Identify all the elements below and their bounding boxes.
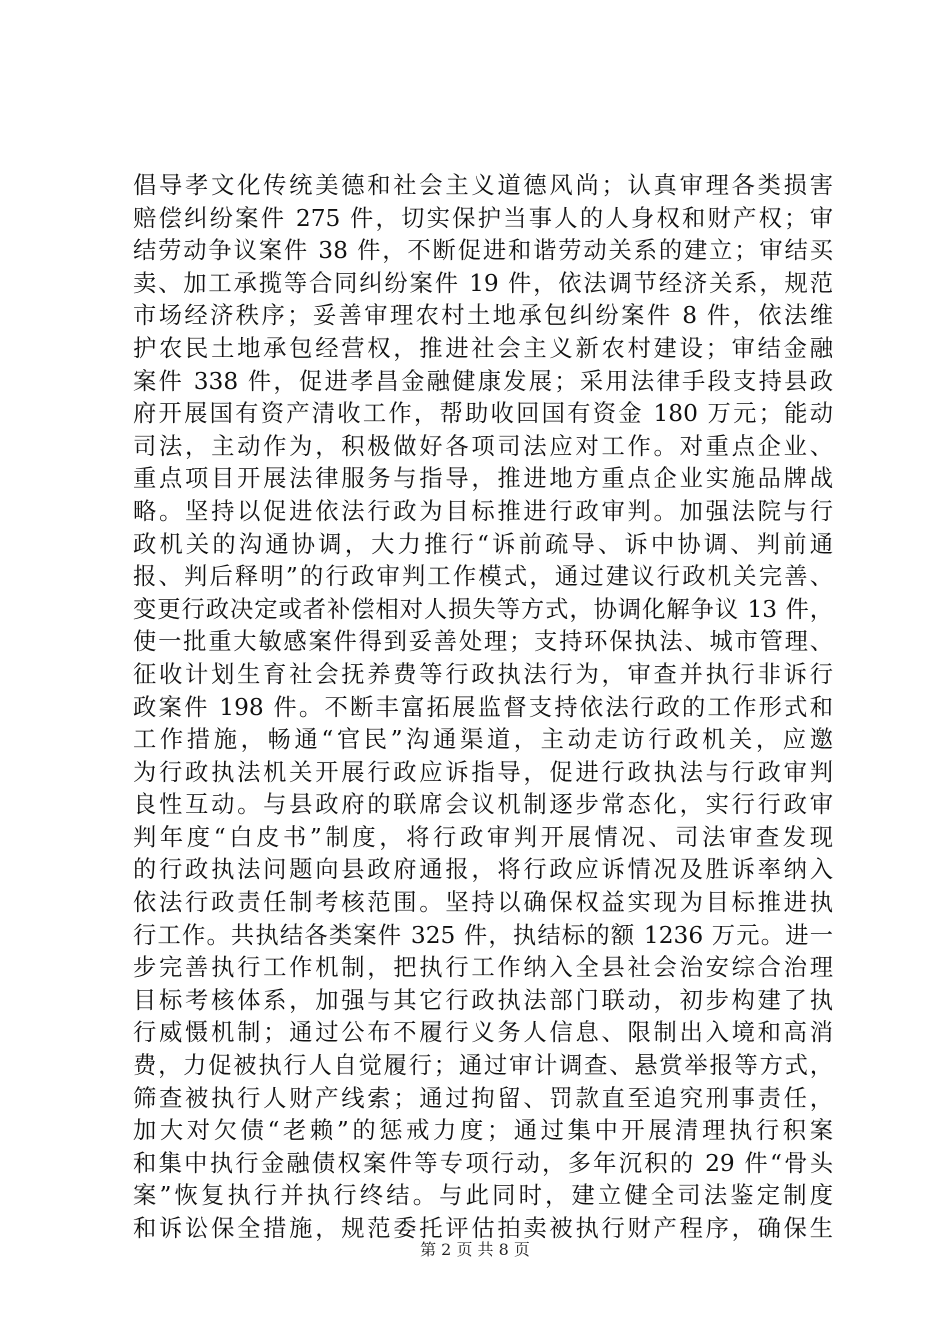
text-line: 府开展国有资产清收工作，帮助收回国有资金 180 万元；能动 [133, 400, 833, 428]
text-line: 变更行政决定或者补偿相对人损失等方式，协调化解争议 13 件， [133, 595, 833, 623]
text-line: 案件 338 件，促进孝昌金融健康发展；采用法律手段支持县政 [133, 367, 833, 395]
text-line: 工作措施，畅通“官民”沟通渠道，主动走访行政机关，应邀 [133, 726, 833, 754]
text-line: 赔偿纠纷案件 275 件，切实保护当事人的人身权和财产权；审 [133, 204, 833, 232]
text-line: 和集中执行金融债权案件等专项行动，多年沉积的 29 件“骨头 [133, 1149, 833, 1177]
text-line: 倡导孝文化传统美德和社会主义道德风尚；认真审理各类损害 [133, 172, 833, 199]
text-line: 和诉讼保全措施，规范委托评估拍卖被执行财产程序，确保生 [133, 1215, 833, 1242]
text-line: 政机关的沟通协调，大力推行“诉前疏导、诉中协调、判前通 [133, 530, 833, 558]
text-line: 行工作。共执结各类案件 325 件，执结标的额 1236 万元。进一 [133, 921, 833, 949]
text-line: 判年度“白皮书”制度，将行政审判开展情况、司法审查发现 [133, 823, 833, 851]
page-footer: 第 2 页 共 8 页 [420, 1240, 530, 1259]
text-line: 为行政执法机关开展行政应诉指导，促进行政执法与行政审判 [133, 758, 833, 786]
text-line: 加大对欠债“老赖”的惩戒力度；通过集中开展清理执行积案 [133, 1117, 833, 1145]
text-line: 政案件 198 件。不断丰富拓展监督支持依法行政的工作形式和 [133, 693, 833, 721]
text-line: 司法，主动作为，积极做好各项司法应对工作。对重点企业、 [133, 432, 833, 460]
text-line: 使一批重大敏感案件得到妥善处理；支持环保执法、城市管理、 [133, 628, 833, 656]
text-line: 市场经济秩序；妥善审理农村土地承包纠纷案件 8 件，依法维 [133, 302, 833, 330]
text-line: 目标考核体系，加强与其它行政执法部门联动，初步构建了执 [133, 986, 833, 1014]
text-line: 筛查被执行人财产线索；通过拘留、罚款直至追究刑事责任， [133, 1084, 833, 1112]
text-line: 费，力促被执行人自觉履行；通过审计调查、悬赏举报等方式， [133, 1052, 833, 1080]
text-line: 结劳动争议案件 38 件，不断促进和谐劳动关系的建立；审结买 [133, 237, 833, 265]
body-text [133, 170, 833, 1246]
text-line: 依法行政责任制考核范围。坚持以确保权益实现为目标推进执 [133, 889, 833, 917]
text-line: 报、判后释明”的行政审判工作模式，通过建议行政机关完善、 [133, 563, 833, 591]
text-line: 卖、加工承揽等合同纠纷案件 19 件，依法调节经济关系，规范 [133, 269, 833, 297]
text-line: 良性互动。与县政府的联席会议机制逐步常态化，实行行政审 [133, 791, 833, 819]
text-line: 护农民土地承包经营权，推进社会主义新农村建设；审结金融 [133, 334, 833, 362]
text-line: 步完善执行工作机制，把执行工作纳入全县社会治安综合治理 [133, 954, 833, 982]
text-line: 重点项目开展法律服务与指导，推进地方重点企业实施品牌战 [133, 465, 833, 493]
text-line: 略。坚持以促进依法行政为目标推进行政审判。加强法院与行 [133, 497, 833, 525]
text-line: 的行政执法问题向县政府通报，将行政应诉情况及胜诉率纳入 [133, 856, 833, 884]
text-line: 行威慑机制；通过公布不履行义务人信息、限制出入境和高消 [133, 1019, 833, 1047]
text-line: 案”恢复执行并执行终结。与此同时，建立健全司法鉴定制度 [133, 1182, 833, 1210]
text-line: 征收计划生育社会抚养费等行政执法行为，审查并执行非诉行 [133, 660, 833, 688]
